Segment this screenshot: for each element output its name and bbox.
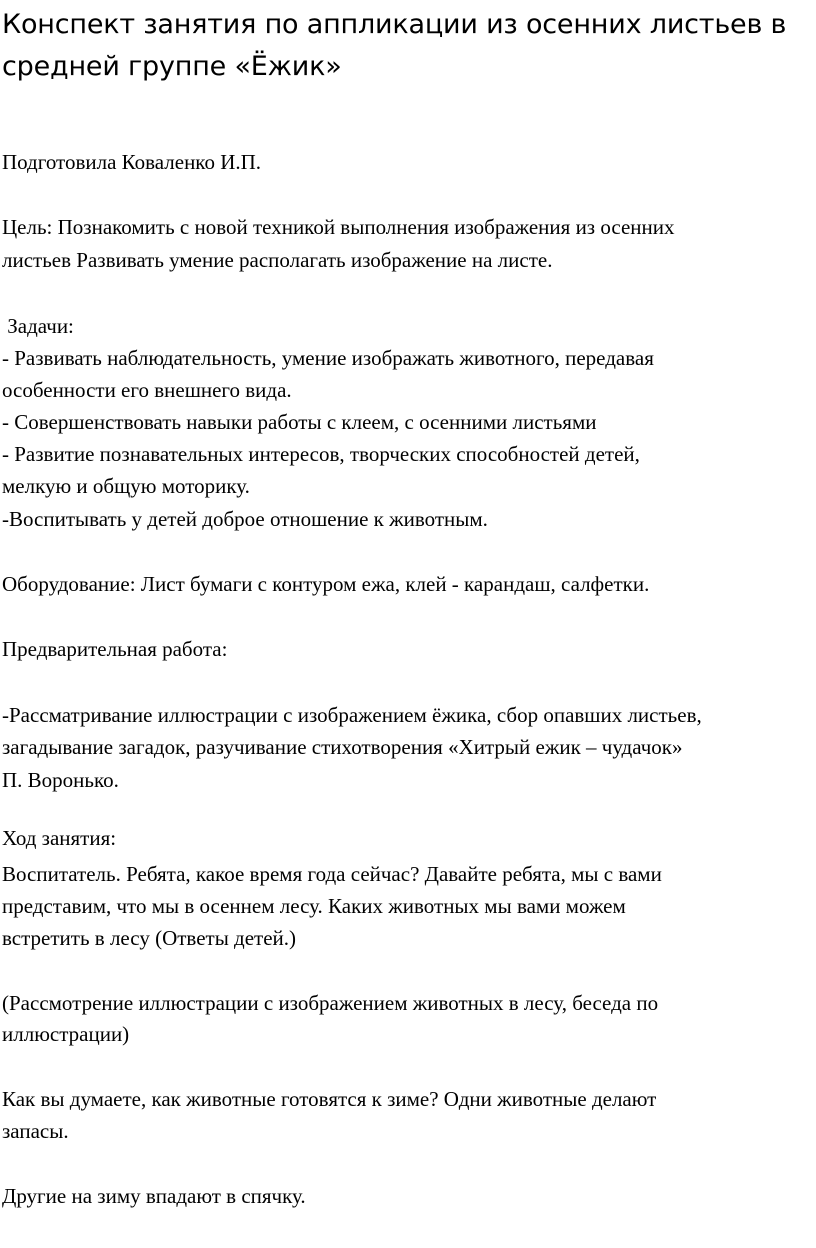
preliminary-line: -Рассматривание иллюстрации с изображением ёжика, сбор опавших листьев, (2, 703, 702, 727)
goal-line-1: Цель: Познакомить с новой техникой выполнения изображения из осенних (2, 215, 675, 239)
tasks-line: -Воспитывать у детей доброе отношение к животным. (2, 507, 488, 531)
lesson-line: представим, что мы в осеннем лесу. Каких животных мы вами можем (2, 894, 626, 918)
tasks-heading: Задачи: (2, 314, 74, 338)
goal-line-2: листьев Развивать умение располагать изображение на листе. (2, 248, 553, 272)
lesson-heading: Ход занятия: (2, 826, 117, 850)
equipment-line: Оборудование: Лист бумаги с контуром ежа, клей - карандаш, салфетки. (2, 572, 650, 596)
lesson-line: встретить в лесу (Ответы детей.) (2, 926, 297, 950)
review-line: (Рассмотрение иллюстрации с изображением животных в лесу, беседа по (2, 991, 659, 1015)
question-line: Как вы думаете, как животные готовятся к зиме? Одни животные делают (2, 1087, 657, 1111)
tasks-line: особенности его внешнего вида. (2, 378, 292, 402)
author-line: Подготовила Коваленко И.П. (2, 150, 262, 174)
hibernation-line: Другие на зиму впадают в спячку. (2, 1184, 306, 1208)
review-line: иллюстрации) (2, 1022, 130, 1046)
tasks-line: мелкую и общую моторику. (2, 474, 250, 498)
tasks-line: - Совершенствовать навыки работы с клеем, с осенними листьями (2, 410, 597, 434)
document-title: Конспект занятия по аппликации из осенних листьев в средней группе «Ёжик» (2, 9, 787, 82)
tasks-line: - Развивать наблюдательность, умение изображать животного, передавая (2, 346, 654, 370)
preliminary-line: загадывание загадок, разучивание стихотворения «Хитрый ежик – чудачок» (2, 735, 683, 759)
lesson-line: Воспитатель. Ребята, какое время года сейчас? Давайте ребята, мы с вами (2, 862, 662, 886)
preliminary-heading: Предварительная работа: (2, 637, 228, 661)
preliminary-line: П. Воронько. (2, 768, 119, 792)
tasks-line: - Развитие познавательных интересов, творческих способностей детей, (2, 442, 640, 466)
question-line: запасы. (2, 1119, 69, 1143)
